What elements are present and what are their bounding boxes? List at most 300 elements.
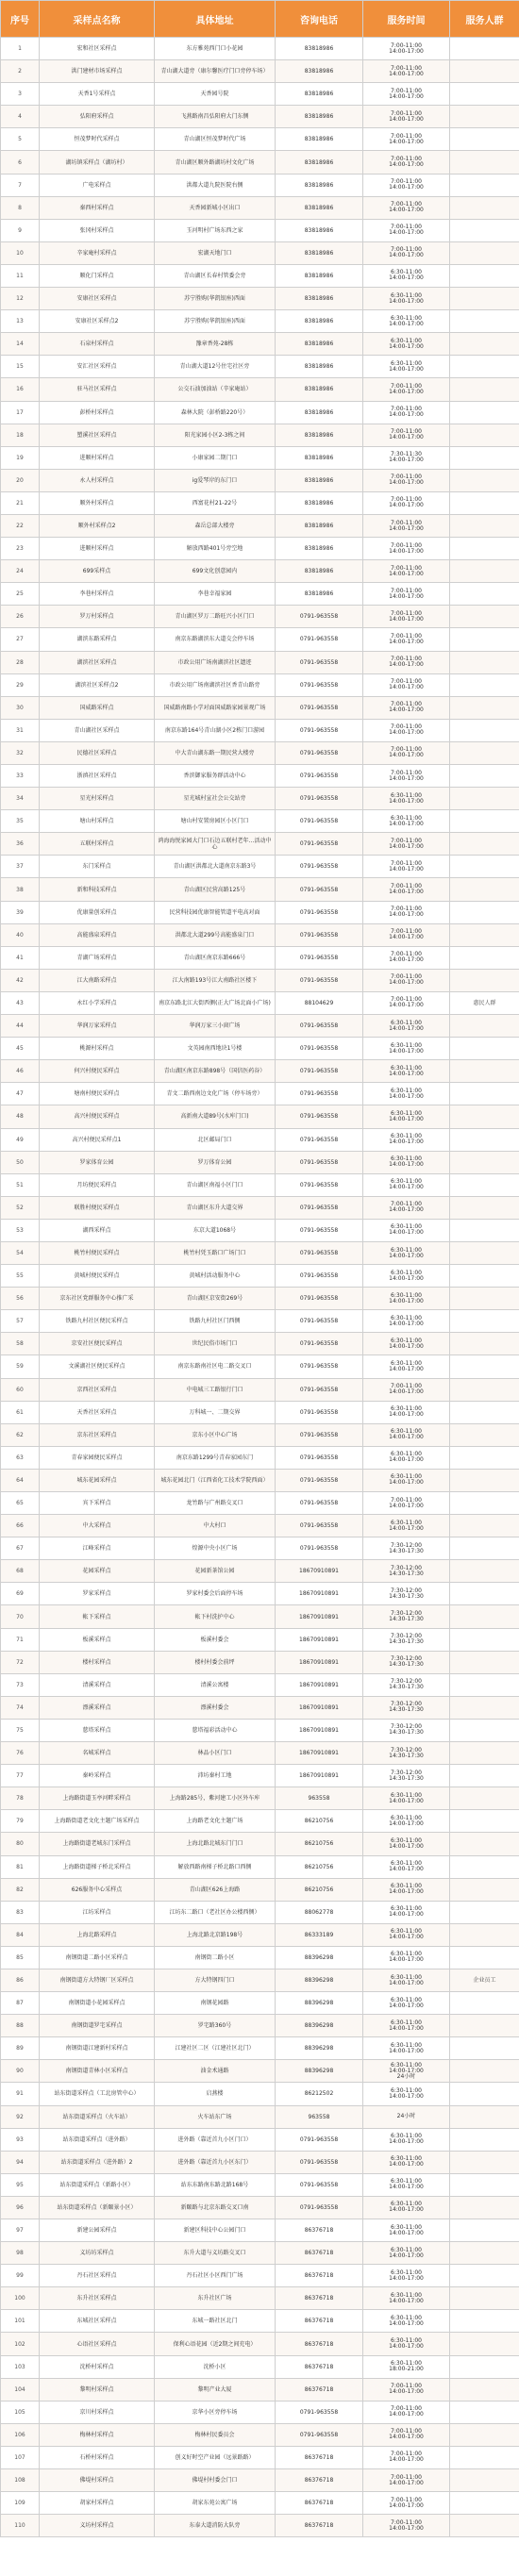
- service-group: [450, 1605, 519, 1628]
- site-address: 进外路（靠近首九小区东门）: [155, 2151, 276, 2173]
- site-name: 塑溪社区采样点: [40, 424, 155, 446]
- site-address: 江坊东二路口（老社区办公楼西侧）: [155, 1901, 276, 1923]
- row-index: 38: [1, 878, 40, 901]
- table-row: [1, 1265, 519, 1288]
- service-group: [450, 2037, 519, 2060]
- site-address: 南京东路湖滨东大道交会停车场: [155, 628, 276, 651]
- row-index: 54: [1, 1241, 40, 1264]
- site-phone: 83818986: [276, 151, 363, 174]
- service-hours: 7:00-11:00 14:00-17:00: [363, 83, 450, 106]
- site-phone: 0791-963558: [276, 810, 363, 833]
- row-index: 74: [1, 1696, 40, 1719]
- row-index: 85: [1, 1946, 40, 1969]
- site-name: 花园采样点: [40, 1560, 155, 1583]
- site-address: 西富花村21-22号: [155, 491, 276, 514]
- site-name: 驻马社区采样点: [40, 378, 155, 401]
- row-index: 14: [1, 333, 40, 356]
- service-hours: 7:00-11:00 14:00-17:00: [363, 560, 450, 583]
- row-index: 109: [1, 2492, 40, 2515]
- site-address: 青山湖区京安街269号: [155, 1288, 276, 1310]
- site-name: 何兴村便民采样点: [40, 1060, 155, 1083]
- service-hours: 6:30-11:00 14:00-17:00: [363, 1923, 450, 1946]
- row-index: 7: [1, 174, 40, 196]
- row-index: 61: [1, 1401, 40, 1423]
- table-row: [1, 901, 519, 923]
- site-address: 东京大道1068号: [155, 1219, 276, 1241]
- service-group: [450, 788, 519, 810]
- table-row: [1, 38, 519, 60]
- row-index: 32: [1, 741, 40, 764]
- site-name: 罗家采样点: [40, 1583, 155, 1605]
- site-phone: 88396298: [276, 2037, 363, 2060]
- service-group: [450, 1401, 519, 1423]
- row-index: 30: [1, 696, 40, 719]
- row-index: 11: [1, 264, 40, 287]
- service-group: [450, 264, 519, 287]
- table-row: [1, 946, 519, 969]
- site-name: 清溪采样点: [40, 1673, 155, 1696]
- site-name: 国威路采样点: [40, 696, 155, 719]
- table-row: [1, 1673, 519, 1696]
- site-address: 青山湖区东升大道交界: [155, 1196, 276, 1219]
- service-group: [450, 1333, 519, 1355]
- service-hours: 7:30-12:00 14:30-17:30: [363, 1628, 450, 1651]
- service-group: [450, 719, 519, 741]
- table-row: [1, 878, 519, 901]
- site-name: 天香社区采样点: [40, 1401, 155, 1423]
- table-row: [1, 2128, 519, 2151]
- site-address: 南京东路164号青山湖小区2栋门口游园: [155, 719, 276, 741]
- service-hours: 6:30-11:00 14:00-17:00: [363, 1310, 450, 1333]
- table-row: [1, 673, 519, 696]
- site-name: 顺化门采样点: [40, 264, 155, 287]
- site-phone: 86376718: [276, 2492, 363, 2515]
- service-group: [450, 128, 519, 151]
- site-address: 火车站东广场: [155, 2105, 276, 2128]
- service-group: [450, 1083, 519, 1105]
- row-index: 53: [1, 1219, 40, 1241]
- site-phone: 0791-963558: [276, 2173, 363, 2196]
- site-address: ig爱琴岸的东门口: [155, 469, 276, 491]
- site-name: 南钢街道方大特钢厂区采样点: [40, 1969, 155, 1991]
- service-group: [450, 1901, 519, 1923]
- site-phone: 0791-963558: [276, 1355, 363, 1378]
- service-hours: 6:30-11:00 14:00-17:00: [363, 1901, 450, 1923]
- service-hours: 6:30-11:00 14:00-17:00: [363, 2083, 450, 2105]
- site-address: 江建社区二区（江建社区北门）: [155, 2037, 276, 2060]
- site-phone: 86376718: [276, 2469, 363, 2492]
- site-phone: 18670910891: [276, 1560, 363, 1583]
- service-group: [450, 1151, 519, 1173]
- site-phone: 86210756: [276, 1878, 363, 1901]
- site-address: 文英园南西地块1号楼: [155, 1038, 276, 1060]
- table-row: [1, 719, 519, 741]
- service-group: [450, 333, 519, 356]
- service-hours: 6:30-11:00 14:00-17:00: [363, 1515, 450, 1537]
- site-phone: 18670910891: [276, 1673, 363, 1696]
- site-name: 湖滨社区采样点: [40, 651, 155, 673]
- site-name: 永人村采样点: [40, 469, 155, 491]
- site-phone: 0791-963558: [276, 856, 363, 878]
- site-name: 广电采样点: [40, 174, 155, 196]
- service-hours: 7:00-11:00 14:00-17:00: [363, 196, 450, 219]
- service-hours: 7:00-11:00 14:00-17:00: [363, 628, 450, 651]
- service-hours: 7:00-11:00 14:00-17:00: [363, 1196, 450, 1219]
- site-name: 漂溪采样点: [40, 1696, 155, 1719]
- site-address: 京华小区旁停车场: [155, 2401, 276, 2423]
- site-phone: 86376718: [276, 2242, 363, 2265]
- table-row: [1, 696, 519, 719]
- service-hours: 7:00-11:00 14:00-17:00: [363, 174, 450, 196]
- service-hours: 7:30-12:00 14:30-17:30: [363, 1742, 450, 1765]
- row-index: 27: [1, 628, 40, 651]
- site-name: 李巷村采样点: [40, 583, 155, 606]
- service-group: 惠民人群: [450, 991, 519, 1014]
- site-phone: 83818986: [276, 491, 363, 514]
- row-index: 105: [1, 2401, 40, 2423]
- service-hours: 6:30-11:00 14:00-17:00: [363, 2128, 450, 2151]
- site-address: 北区邮局门口: [155, 1128, 276, 1151]
- site-address: 阳光家园小区2-3栋之间: [155, 424, 276, 446]
- row-index: 33: [1, 765, 40, 788]
- site-address: 市政公用广场南湖滨社区香青山路旁: [155, 673, 276, 696]
- site-phone: 86376718: [276, 2265, 363, 2287]
- service-group: [450, 2196, 519, 2219]
- service-hours: 7:00-11:00 14:00-17:00: [363, 2446, 450, 2468]
- row-index: 90: [1, 2060, 40, 2083]
- service-group: [450, 174, 519, 196]
- service-group: [450, 1015, 519, 1038]
- row-index: 64: [1, 1469, 40, 1491]
- site-phone: 83818986: [276, 219, 363, 241]
- table-row: [1, 1833, 519, 1855]
- site-name: 板溪采样点: [40, 1628, 155, 1651]
- row-index: 48: [1, 1105, 40, 1128]
- service-group: [450, 469, 519, 491]
- service-group: [450, 1719, 519, 1741]
- row-index: 46: [1, 1060, 40, 1083]
- site-address: 启燕楼: [155, 2083, 276, 2105]
- row-index: 26: [1, 606, 40, 628]
- site-name: 626服务中心采样点: [40, 1878, 155, 1901]
- table-header: [1, 1, 519, 38]
- service-group: [450, 514, 519, 537]
- row-index: 37: [1, 856, 40, 878]
- site-name: 江大南路采样点: [40, 969, 155, 991]
- site-address: 站东东路南东路北路168号: [155, 2173, 276, 2196]
- site-phone: 0791-963558: [276, 1105, 363, 1128]
- service-hours: 7:00-11:00 14:00-17:00: [363, 514, 450, 537]
- site-name: 湖西采样点: [40, 1219, 155, 1241]
- row-index: 41: [1, 946, 40, 969]
- row-index: 40: [1, 923, 40, 946]
- service-group: [450, 2492, 519, 2515]
- service-hours: 6:30-11:00 14:00-17:00: [363, 788, 450, 810]
- site-address: 青山湖区南京东路898号（国信医药谷）: [155, 1060, 276, 1083]
- site-address: 楼村村委会前坪: [155, 1651, 276, 1673]
- service-hours: 7:30-11:30 14:00-17:00: [363, 446, 450, 469]
- site-address: 民营科技园优康智能管道平电高对面: [155, 901, 276, 923]
- service-hours: 6:30-11:00 18:00-21:00: [363, 2355, 450, 2378]
- service-hours: 6:30-11:00 14:00-17:00 24小时: [363, 2060, 450, 2083]
- table-row: [1, 1083, 519, 1105]
- service-hours: 7:30-12:00 14:30-17:30: [363, 1765, 450, 1787]
- service-group: [450, 878, 519, 901]
- site-name: 高能盛泉采样点: [40, 923, 155, 946]
- site-phone: 0791-963558: [276, 1060, 363, 1083]
- service-hours: 6:30-11:00 14:00-17:00: [363, 1151, 450, 1173]
- service-hours: 6:30-11:00 14:00-17:00: [363, 1265, 450, 1288]
- site-address: 青山湖区洪都北大道南京东路3号: [155, 856, 276, 878]
- service-group: [450, 288, 519, 310]
- site-address: 方大特钢四门口: [155, 1969, 276, 1991]
- site-phone: 963558: [276, 1787, 363, 1810]
- table-row: [1, 1742, 519, 1765]
- row-index: 5: [1, 128, 40, 151]
- service-hours: 6:30-11:00 14:00-17:00: [363, 1241, 450, 1264]
- service-hours: 7:30-12:00 14:30-17:30: [363, 1605, 450, 1628]
- row-index: 55: [1, 1265, 40, 1288]
- site-phone: 0791-963558: [276, 923, 363, 946]
- table-row: [1, 83, 519, 106]
- site-address: 香滨御家服务群活动中心: [155, 765, 276, 788]
- table-row: [1, 1515, 519, 1537]
- site-phone: 86376718: [276, 2355, 363, 2378]
- site-address: 上海路285号，紫河建工小区外车库: [155, 1787, 276, 1810]
- service-group: [450, 1423, 519, 1446]
- site-address: 佛堤村村委会门口: [155, 2469, 276, 2492]
- service-hours: 6:30-11:00 14:00-17:00: [363, 1015, 450, 1038]
- service-group: [450, 83, 519, 106]
- service-hours: 6:30-11:00 14:00-17:00: [363, 810, 450, 833]
- row-index: 52: [1, 1196, 40, 1219]
- table-body: [1, 38, 519, 2537]
- service-hours: 7:00-11:00 14:00-17:00: [363, 765, 450, 788]
- service-hours: 6:30-11:00 14:00-17:00: [363, 2196, 450, 2219]
- site-address: 市政公用广场南湖滨社区遗迹: [155, 651, 276, 673]
- site-phone: 18670910891: [276, 1742, 363, 1765]
- table-row: [1, 1719, 519, 1741]
- service-group: [450, 1673, 519, 1696]
- site-address: 东城一路社区北门: [155, 2310, 276, 2333]
- table-row: [1, 1810, 519, 1833]
- row-index: 20: [1, 469, 40, 491]
- site-address: 青山湖区626上海路: [155, 1878, 276, 1901]
- site-address: 南京东路1299号青春家园东门: [155, 1446, 276, 1469]
- site-phone: 0791-963558: [276, 651, 363, 673]
- site-name: 京西社区采样点: [40, 1378, 155, 1401]
- site-phone: 86210756: [276, 1833, 363, 1855]
- service-group: [450, 356, 519, 378]
- table-row: [1, 2037, 519, 2060]
- table-row: [1, 1060, 519, 1083]
- site-address: 桃竹村凭玉路口广场门口: [155, 1241, 276, 1264]
- site-name: 新和科技采样点: [40, 878, 155, 901]
- service-hours: 6:30-11:00 14:00-17:00: [363, 310, 450, 333]
- site-phone: 0791-963558: [276, 2196, 363, 2219]
- service-group: [450, 2242, 519, 2265]
- service-hours: 6:30-11:00 14:00-17:00: [363, 2287, 450, 2310]
- site-phone: 0791-963558: [276, 1515, 363, 1537]
- service-group: [450, 2287, 519, 2310]
- site-address: 进外路（靠近首九小区门口）: [155, 2128, 276, 2151]
- service-hours: 7:00-11:00 14:00-17:00: [363, 2378, 450, 2401]
- service-group: [450, 651, 519, 673]
- service-hours: 7:00-11:00 14:00-17:00: [363, 38, 450, 60]
- table-row: [1, 241, 519, 264]
- service-hours: 7:00-11:00 14:00-17:00: [363, 991, 450, 1014]
- site-phone: 83818986: [276, 106, 363, 128]
- site-name: 江坊采样点: [40, 1901, 155, 1923]
- service-group: [450, 1241, 519, 1264]
- site-name: 东城社区采样点: [40, 2310, 155, 2333]
- table-row: [1, 401, 519, 424]
- site-phone: 0791-963558: [276, 1469, 363, 1491]
- site-address: 解放西路401号旁空地: [155, 538, 276, 560]
- service-group: [450, 1560, 519, 1583]
- service-group: [450, 2105, 519, 2128]
- table-row: [1, 1401, 519, 1423]
- table-row: [1, 1855, 519, 1878]
- table-row: [1, 1765, 519, 1787]
- table-row: [1, 651, 519, 673]
- row-index: 84: [1, 1923, 40, 1946]
- site-phone: 0791-963558: [276, 1537, 363, 1560]
- service-group: [450, 1583, 519, 1605]
- site-name: 辛家庵村采样点: [40, 241, 155, 264]
- row-index: 24: [1, 560, 40, 583]
- table-row: [1, 1378, 519, 1401]
- table-row: [1, 1583, 519, 1605]
- site-name: 塘山村采样点: [40, 810, 155, 833]
- table-row: [1, 969, 519, 991]
- table-row: [1, 2173, 519, 2196]
- site-phone: 83818986: [276, 424, 363, 446]
- service-group: [450, 2333, 519, 2355]
- row-index: 42: [1, 969, 40, 991]
- site-address: 青山湖区南京东路666号: [155, 946, 276, 969]
- service-group: [450, 583, 519, 606]
- row-index: 110: [1, 2515, 40, 2537]
- site-name: 秦岭采样点: [40, 1765, 155, 1787]
- service-hours: 6:30-11:00 14:00-17:00: [363, 1810, 450, 1833]
- header-address: 具体地址: [155, 1, 276, 38]
- service-hours: 6:30-11:00 14:00-17:00: [363, 1401, 450, 1423]
- row-index: 82: [1, 1878, 40, 1901]
- row-index: 107: [1, 2446, 40, 2468]
- site-name: 民德社区采样点: [40, 741, 155, 764]
- site-name: 南钢街道罗宅采样点: [40, 2015, 155, 2037]
- service-hours: 7:00-11:00 14:00-17:00: [363, 2469, 450, 2492]
- table-row: [1, 1423, 519, 1446]
- service-group: [450, 2060, 519, 2083]
- service-hours: 6:30-11:00 14:00-17:00: [363, 1288, 450, 1310]
- site-phone: 0791-963558: [276, 1196, 363, 1219]
- row-index: 31: [1, 719, 40, 741]
- row-index: 3: [1, 83, 40, 106]
- site-phone: 83818986: [276, 446, 363, 469]
- service-group: [450, 741, 519, 764]
- site-address: 江大南路193号江大南路社区楼下: [155, 969, 276, 991]
- site-phone: 18670910891: [276, 1765, 363, 1787]
- row-index: 16: [1, 378, 40, 401]
- table-row: [1, 446, 519, 469]
- row-index: 95: [1, 2173, 40, 2196]
- site-phone: 0791-963558: [276, 2151, 363, 2173]
- service-hours: 7:00-11:00 14:00-17:00: [363, 606, 450, 628]
- table-row: [1, 1355, 519, 1378]
- site-phone: 18670910891: [276, 1628, 363, 1651]
- table-row: [1, 2265, 519, 2287]
- site-address: 青山湖区顺外路湖坊村文化广场: [155, 151, 276, 174]
- table-row: [1, 378, 519, 401]
- site-address: 新建区科技中心公园门口: [155, 2219, 276, 2242]
- service-hours: 7:00-11:00 14:00-17:00: [363, 901, 450, 923]
- service-hours: 7:00-11:00 14:00-17:00: [363, 469, 450, 491]
- site-name: 上海路街道梯子桥北采样点: [40, 1855, 155, 1878]
- site-address: 青山湖区南福小区门口: [155, 1173, 276, 1196]
- site-phone: 0791-963558: [276, 946, 363, 969]
- service-hours: 6:30-11:00 14:00-17:00: [363, 356, 450, 378]
- site-phone: 0791-963558: [276, 1446, 363, 1469]
- service-group: [450, 1833, 519, 1855]
- row-index: 104: [1, 2378, 40, 2401]
- site-name: 顺外村采样点2: [40, 514, 155, 537]
- site-address: 东升社区广场: [155, 2287, 276, 2310]
- service-group: [450, 1038, 519, 1060]
- site-address: 公交石油加油站（辛家庵站）: [155, 378, 276, 401]
- site-address: 胡家东苑公寓广场: [155, 2492, 276, 2515]
- row-index: 19: [1, 446, 40, 469]
- site-phone: 86376718: [276, 2310, 363, 2333]
- table-row: [1, 923, 519, 946]
- table-row: [1, 765, 519, 788]
- site-phone: 0791-963558: [276, 1128, 363, 1151]
- site-address: 罗万体育公园: [155, 1151, 276, 1173]
- site-name: 义坊坊采样点: [40, 2242, 155, 2265]
- row-index: 59: [1, 1355, 40, 1378]
- service-hours: 6:30-11:00 14:00-17:00: [363, 1038, 450, 1060]
- site-address: 城东花园北门（江西省化工技术学院西面）: [155, 1469, 276, 1491]
- site-name: 东升社区采样点: [40, 2287, 155, 2310]
- row-index: 63: [1, 1446, 40, 1469]
- site-name: 站东街道采样点（工北房管中心）: [40, 2083, 155, 2105]
- service-group: [450, 60, 519, 83]
- row-index: 49: [1, 1128, 40, 1151]
- service-hours: 7:00-11:00 14:00-17:00: [363, 969, 450, 991]
- site-name: 黎明村采样点: [40, 2378, 155, 2401]
- site-name: 心语社区采样点: [40, 2333, 155, 2355]
- site-address: 森林大院（彭桥路220号）: [155, 401, 276, 424]
- table-row: [1, 1105, 519, 1128]
- row-index: 4: [1, 106, 40, 128]
- site-name: 京川村采样点: [40, 2401, 155, 2423]
- table-row: [1, 1628, 519, 1651]
- service-hours: 7:00-11:00 14:00-17:00: [363, 401, 450, 424]
- row-index: 88: [1, 2015, 40, 2037]
- table-row: [1, 1901, 519, 1923]
- site-phone: 963558: [276, 2105, 363, 2128]
- row-index: 8: [1, 196, 40, 219]
- site-phone: 0791-963558: [276, 719, 363, 741]
- site-phone: 0791-963558: [276, 1310, 363, 1333]
- site-name: 罗万村采样点: [40, 606, 155, 628]
- site-phone: 0791-963558: [276, 765, 363, 788]
- service-hours: 6:30-11:00 14:00-17:00: [363, 1446, 450, 1469]
- service-group: [450, 424, 519, 446]
- site-name: 青湖广场采样点: [40, 946, 155, 969]
- service-group: [450, 378, 519, 401]
